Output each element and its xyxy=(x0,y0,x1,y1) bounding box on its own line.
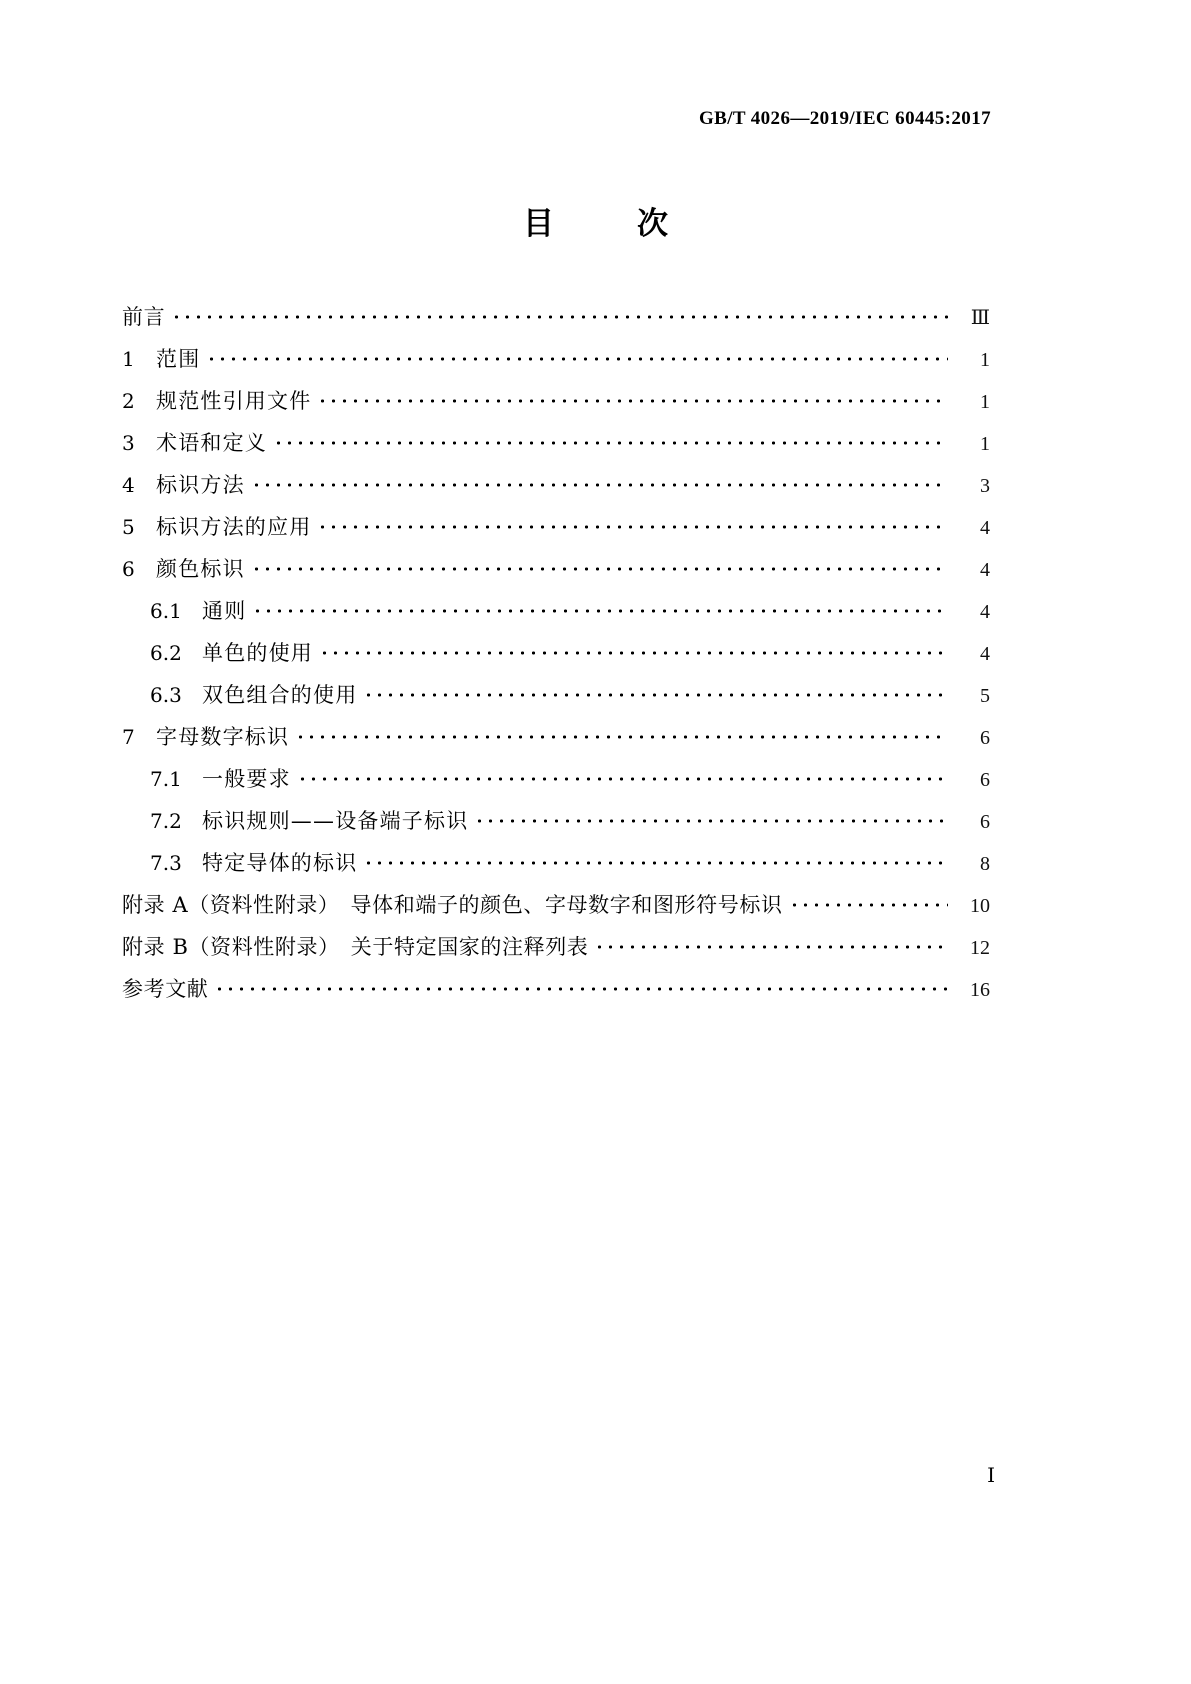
table-of-contents xyxy=(122,296,990,1010)
toc-entry-label: 附录 B（资料性附录） 关于特定国家的注释列表 xyxy=(122,935,589,959)
toc-entry-label: 字母数字标识 xyxy=(156,725,290,749)
toc-entry[interactable] xyxy=(122,296,990,338)
toc-entry-page-number: 4 xyxy=(980,643,990,665)
toc-entry-page-number: 8 xyxy=(980,853,990,875)
toc-entry[interactable] xyxy=(122,548,990,590)
toc-entry-number: 6.1 xyxy=(150,599,182,623)
toc-entry-number: 5 xyxy=(122,515,135,539)
toc-entry-label: 通则 xyxy=(202,599,247,623)
toc-entry-label: 单色的使用 xyxy=(202,641,313,665)
toc-entry-page-number: 4 xyxy=(980,517,990,539)
toc-entry-label: 一般要求 xyxy=(202,767,291,791)
toc-entry-page-number: 6 xyxy=(980,769,990,791)
toc-entry-label: 颜色标识 xyxy=(156,557,245,581)
toc-entry[interactable] xyxy=(122,758,990,800)
page-folio: Ⅰ xyxy=(987,1465,995,1487)
toc-entry[interactable] xyxy=(122,800,990,842)
toc-entry[interactable] xyxy=(122,590,990,632)
toc-leader-dots xyxy=(323,643,948,663)
toc-entry-number: 7 xyxy=(122,725,135,749)
toc-entry-label: 标识方法 xyxy=(156,473,245,497)
toc-entry-number: 7.1 xyxy=(150,767,182,791)
toc-entry-label: 特定导体的标识 xyxy=(202,851,358,875)
toc-leader-dots xyxy=(218,979,948,999)
toc-entry[interactable] xyxy=(122,716,990,758)
toc-entry-label: 前言 xyxy=(122,305,166,329)
toc-entry-page-number: Ⅲ xyxy=(970,307,990,329)
toc-leader-dots xyxy=(598,937,948,957)
toc-entry-label: 术语和定义 xyxy=(156,431,267,455)
toc-entry-page-number: 4 xyxy=(980,559,990,581)
toc-entry-page-number: 16 xyxy=(970,979,990,1001)
toc-entry[interactable] xyxy=(122,338,990,380)
toc-leader-dots xyxy=(321,391,948,411)
toc-leader-dots xyxy=(299,727,948,747)
toc-entry-page-number: 1 xyxy=(980,433,990,455)
toc-entry[interactable] xyxy=(122,674,990,716)
toc-entry-page-number: 10 xyxy=(970,895,990,917)
toc-entry-number: 3 xyxy=(122,431,135,455)
toc-entry-label: 附录 A（资料性附录） 导体和端子的颜色、字母数字和图形符号标识 xyxy=(122,893,783,917)
toc-leader-dots xyxy=(321,517,948,537)
toc-entry[interactable] xyxy=(122,632,990,674)
toc-entry-page-number: 3 xyxy=(980,475,990,497)
toc-entry-number: 6.3 xyxy=(150,683,182,707)
toc-entry[interactable] xyxy=(122,926,990,968)
toc-entry-number: 1 xyxy=(122,347,135,371)
toc-entry-page-number: 12 xyxy=(970,937,990,959)
toc-entry-number: 4 xyxy=(122,473,135,497)
toc-leader-dots xyxy=(255,475,948,495)
toc-entry[interactable] xyxy=(122,464,990,506)
toc-entry-page-number: 1 xyxy=(980,349,990,371)
toc-entry-page-number: 6 xyxy=(980,811,990,833)
toc-leader-dots xyxy=(478,811,948,831)
toc-entry-label: 规范性引用文件 xyxy=(156,389,312,413)
toc-entry-number: 6 xyxy=(122,557,135,581)
toc-entry[interactable] xyxy=(122,422,990,464)
toc-leader-dots xyxy=(255,559,948,579)
toc-entry[interactable] xyxy=(122,884,990,926)
toc-entry-number: 7.3 xyxy=(150,851,182,875)
toc-entry-label: 范围 xyxy=(156,347,201,371)
toc-entry-label: 标识规则——设备端子标识 xyxy=(202,809,469,833)
toc-entry[interactable] xyxy=(122,380,990,422)
document-header-standard-number: GB/T 4026—2019/IEC 60445:2017 xyxy=(698,108,991,129)
toc-leader-dots xyxy=(301,769,948,789)
toc-entry-number: 6.2 xyxy=(150,641,182,665)
toc-entry-label: 双色组合的使用 xyxy=(202,683,358,707)
toc-leader-dots xyxy=(367,685,948,705)
toc-leader-dots xyxy=(175,307,948,327)
toc-entry-page-number: 5 xyxy=(980,685,990,707)
toc-entry-label: 标识方法的应用 xyxy=(156,515,312,539)
toc-entry-page-number: 6 xyxy=(980,727,990,749)
toc-entry[interactable] xyxy=(122,842,990,884)
toc-entry[interactable] xyxy=(122,506,990,548)
toc-leader-dots xyxy=(793,895,948,915)
toc-entry-page-number: 1 xyxy=(980,391,990,413)
toc-leader-dots xyxy=(367,853,948,873)
toc-leader-dots xyxy=(256,601,948,621)
toc-entry-number: 2 xyxy=(122,389,135,413)
toc-entry-page-number: 4 xyxy=(980,601,990,623)
toc-entry-number: 7.2 xyxy=(150,809,182,833)
toc-entry[interactable] xyxy=(122,968,990,1010)
toc-entry-label: 参考文献 xyxy=(122,977,209,1001)
page-title: 目 次 xyxy=(523,206,694,242)
toc-leader-dots xyxy=(210,349,948,369)
toc-leader-dots xyxy=(277,433,948,453)
